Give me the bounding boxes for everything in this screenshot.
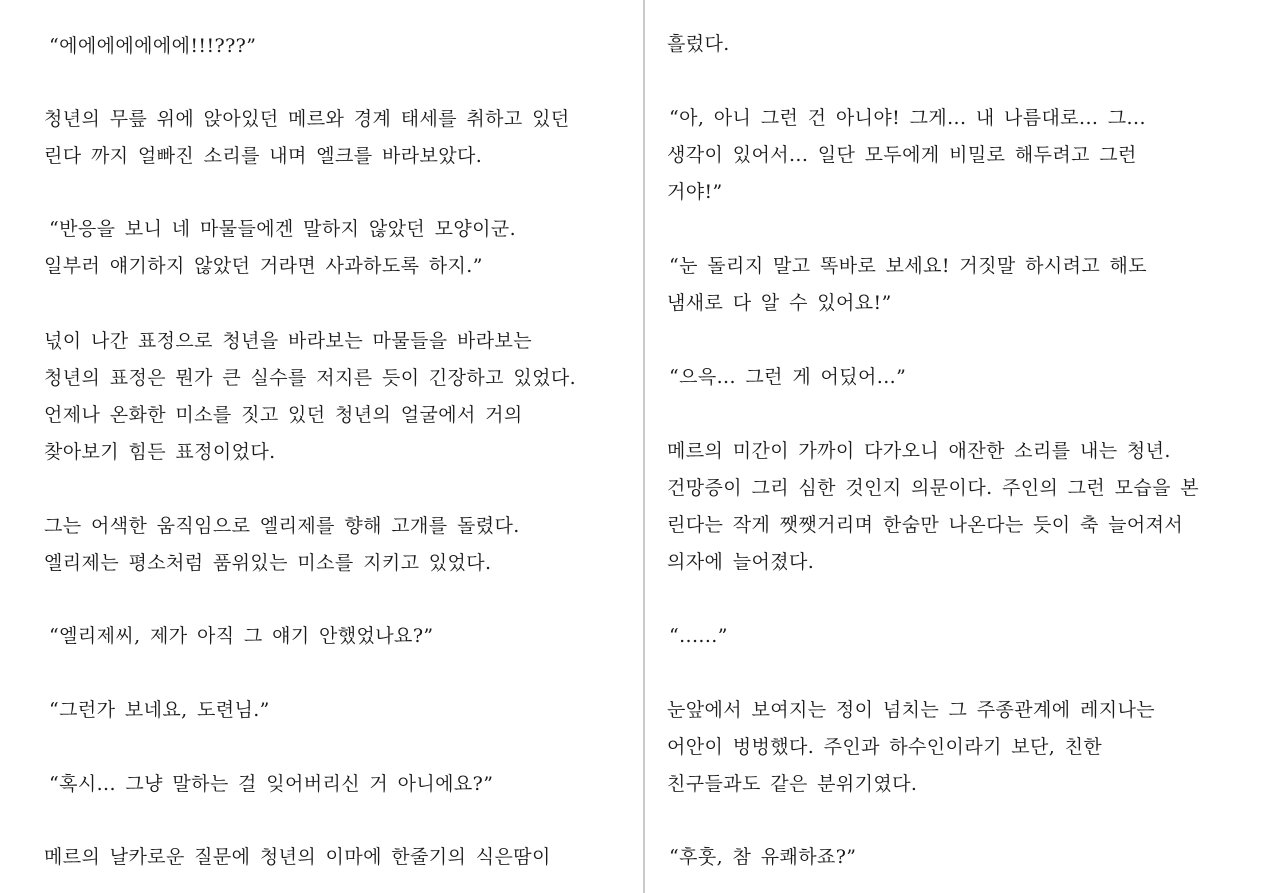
text-line: 생각이 있어서... 일단 모두에게 비밀로 해두려고 그런 <box>667 144 1137 166</box>
text-line: 청년의 무릎 위에 앉아있던 메르와 경계 태세를 취하고 있던 <box>44 108 570 130</box>
text-line: “으윽... 그런 게 어딨어...” <box>669 366 907 388</box>
text-line: “혹시... 그냥 말하는 걸 잊어버리신 거 아니에요?” <box>49 773 494 795</box>
text-line: 넋이 나간 표정으로 청년을 바라보는 마물들을 바라보는 <box>44 330 532 352</box>
text-line: 건망증이 그리 심한 것인지 의문이다. 주인의 그런 모습을 본 <box>667 477 1200 499</box>
text-line: “눈 돌리지 말고 똑바로 보세요! 거짓말 하시려고 해도 <box>669 255 1148 277</box>
text-line: “에에에에에에에!!!???” <box>49 35 257 57</box>
text-line: 거야!” <box>667 181 723 203</box>
text-line: 찾아보기 힘든 표정이었다. <box>44 441 276 463</box>
text-line: 눈앞에서 보여지는 정이 넘치는 그 주종관계에 레지나는 <box>667 699 1155 721</box>
text-line: 린다는 작게 쨋쨋거리며 한숨만 나온다는 듯이 축 늘어져서 <box>667 514 1184 536</box>
text-line: 메르의 날카로운 질문에 청년의 이마에 한줄기의 식은땀이 <box>44 846 551 868</box>
text-line: 언제나 온화한 미소를 짓고 있던 청년의 얼굴에서 거의 <box>44 404 523 426</box>
text-line: 그는 어색한 움직임으로 엘리제를 향해 고개를 돌렸다. <box>44 515 520 537</box>
text-line: 냄새로 다 알 수 있어요!” <box>667 292 892 314</box>
text-line: “엘리제씨, 제가 아직 그 얘기 안했었나요?” <box>49 625 434 647</box>
text-line: 친구들과도 같은 분위기였다. <box>667 773 918 795</box>
text-line: 흘렀다. <box>667 33 730 55</box>
text-line: “그런가 보네요, 도련님.” <box>49 699 270 721</box>
text-line: 어안이 벙벙했다. 주인과 하수인이라기 보단, 친한 <box>667 736 1103 758</box>
text-line: “후훗, 참 유쾌하죠?” <box>669 846 857 868</box>
text-line: 린다 까지 얼빠진 소리를 내며 엘크를 바라보았다. <box>44 145 483 167</box>
text-line: 청년의 표정은 뭔가 큰 실수를 저지른 듯이 긴장하고 있었다. <box>44 367 577 389</box>
text-line: 일부러 얘기하지 않았던 거라면 사과하도록 하지.” <box>44 255 483 277</box>
text-line: “아, 아니 그런 건 아니야! 그게... 내 나름대로... 그... <box>669 107 1146 129</box>
text-line: “반응을 보니 네 마물들에겐 말하지 않았던 모양이군. <box>49 218 517 240</box>
text-line: 엘리제는 평소처럼 품위있는 미소를 지키고 있었다. <box>44 552 492 574</box>
text-line: 메르의 미간이 가까이 다가오니 애잔한 소리를 내는 청년. <box>667 440 1171 462</box>
text-line: “......” <box>669 625 728 647</box>
right-page <box>645 0 1280 893</box>
text-line: 의자에 늘어졌다. <box>667 551 815 573</box>
